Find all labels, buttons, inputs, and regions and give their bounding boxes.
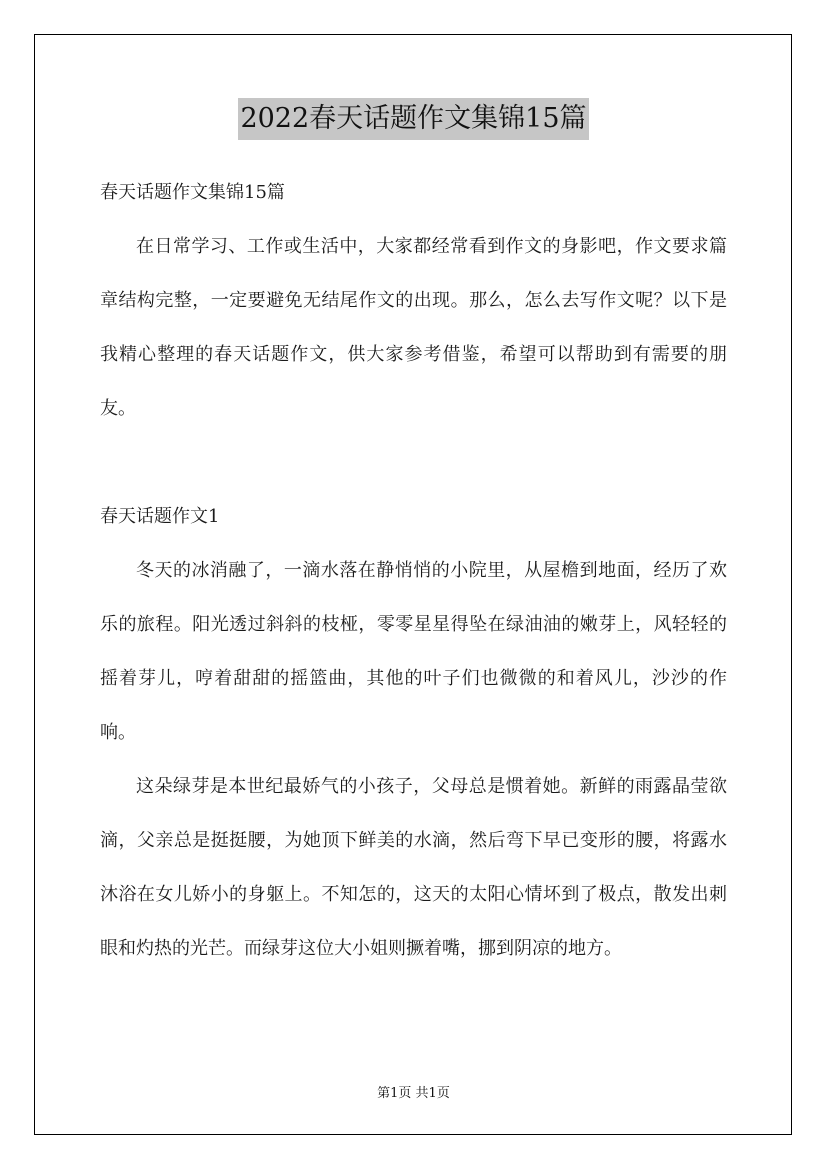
body-paragraph-1: 冬天的冰消融了，一滴水落在静悄悄的小院里，从屋檐到地面，经历了欢乐的旅程。阳光透过斜斜的枝桠，零零星星得坠在绿油油的嫩芽上，风轻轻的摇着芽儿，哼着甜甜的摇篮曲，其他的叶子们也微微的和着风儿，沙沙的作响。 — [100, 560, 727, 743]
section-title: 春天话题作文1 — [100, 506, 220, 527]
spacer — [100, 436, 727, 490]
document-body — [100, 166, 727, 976]
title-container — [0, 98, 827, 140]
body-paragraph-2: 这朵绿芽是本世纪最娇气的小孩子，父母总是惯着她。新鲜的雨露晶莹欲滴，父亲总是挺挺腰，为她顶下鲜美的水滴，然后弯下早已变形的腰，将露水沐浴在女儿娇小的身躯上。不知怎的，这天的太阳心情坏到了极点，散发出刺眼和灼热的光芒。而绿芽这位大小姐则撅着嘴，挪到阴凉的地方。 — [100, 776, 727, 959]
document-title: 2022春天话题作文集锦15篇 — [238, 98, 588, 140]
page-footer: 第1页 共1页 — [377, 1086, 450, 1101]
document-subtitle: 春天话题作文集锦15篇 — [100, 182, 285, 203]
intro-paragraph: 在日常学习、工作或生活中，大家都经常看到作文的身影吧，作文要求篇章结构完整，一定要避免无结尾作文的出现。那么，怎么去写作文呢？以下是我精心整理的春天话题作文，供大家参考借鉴，希望可以帮助到有需要的朋友。 — [100, 236, 727, 419]
